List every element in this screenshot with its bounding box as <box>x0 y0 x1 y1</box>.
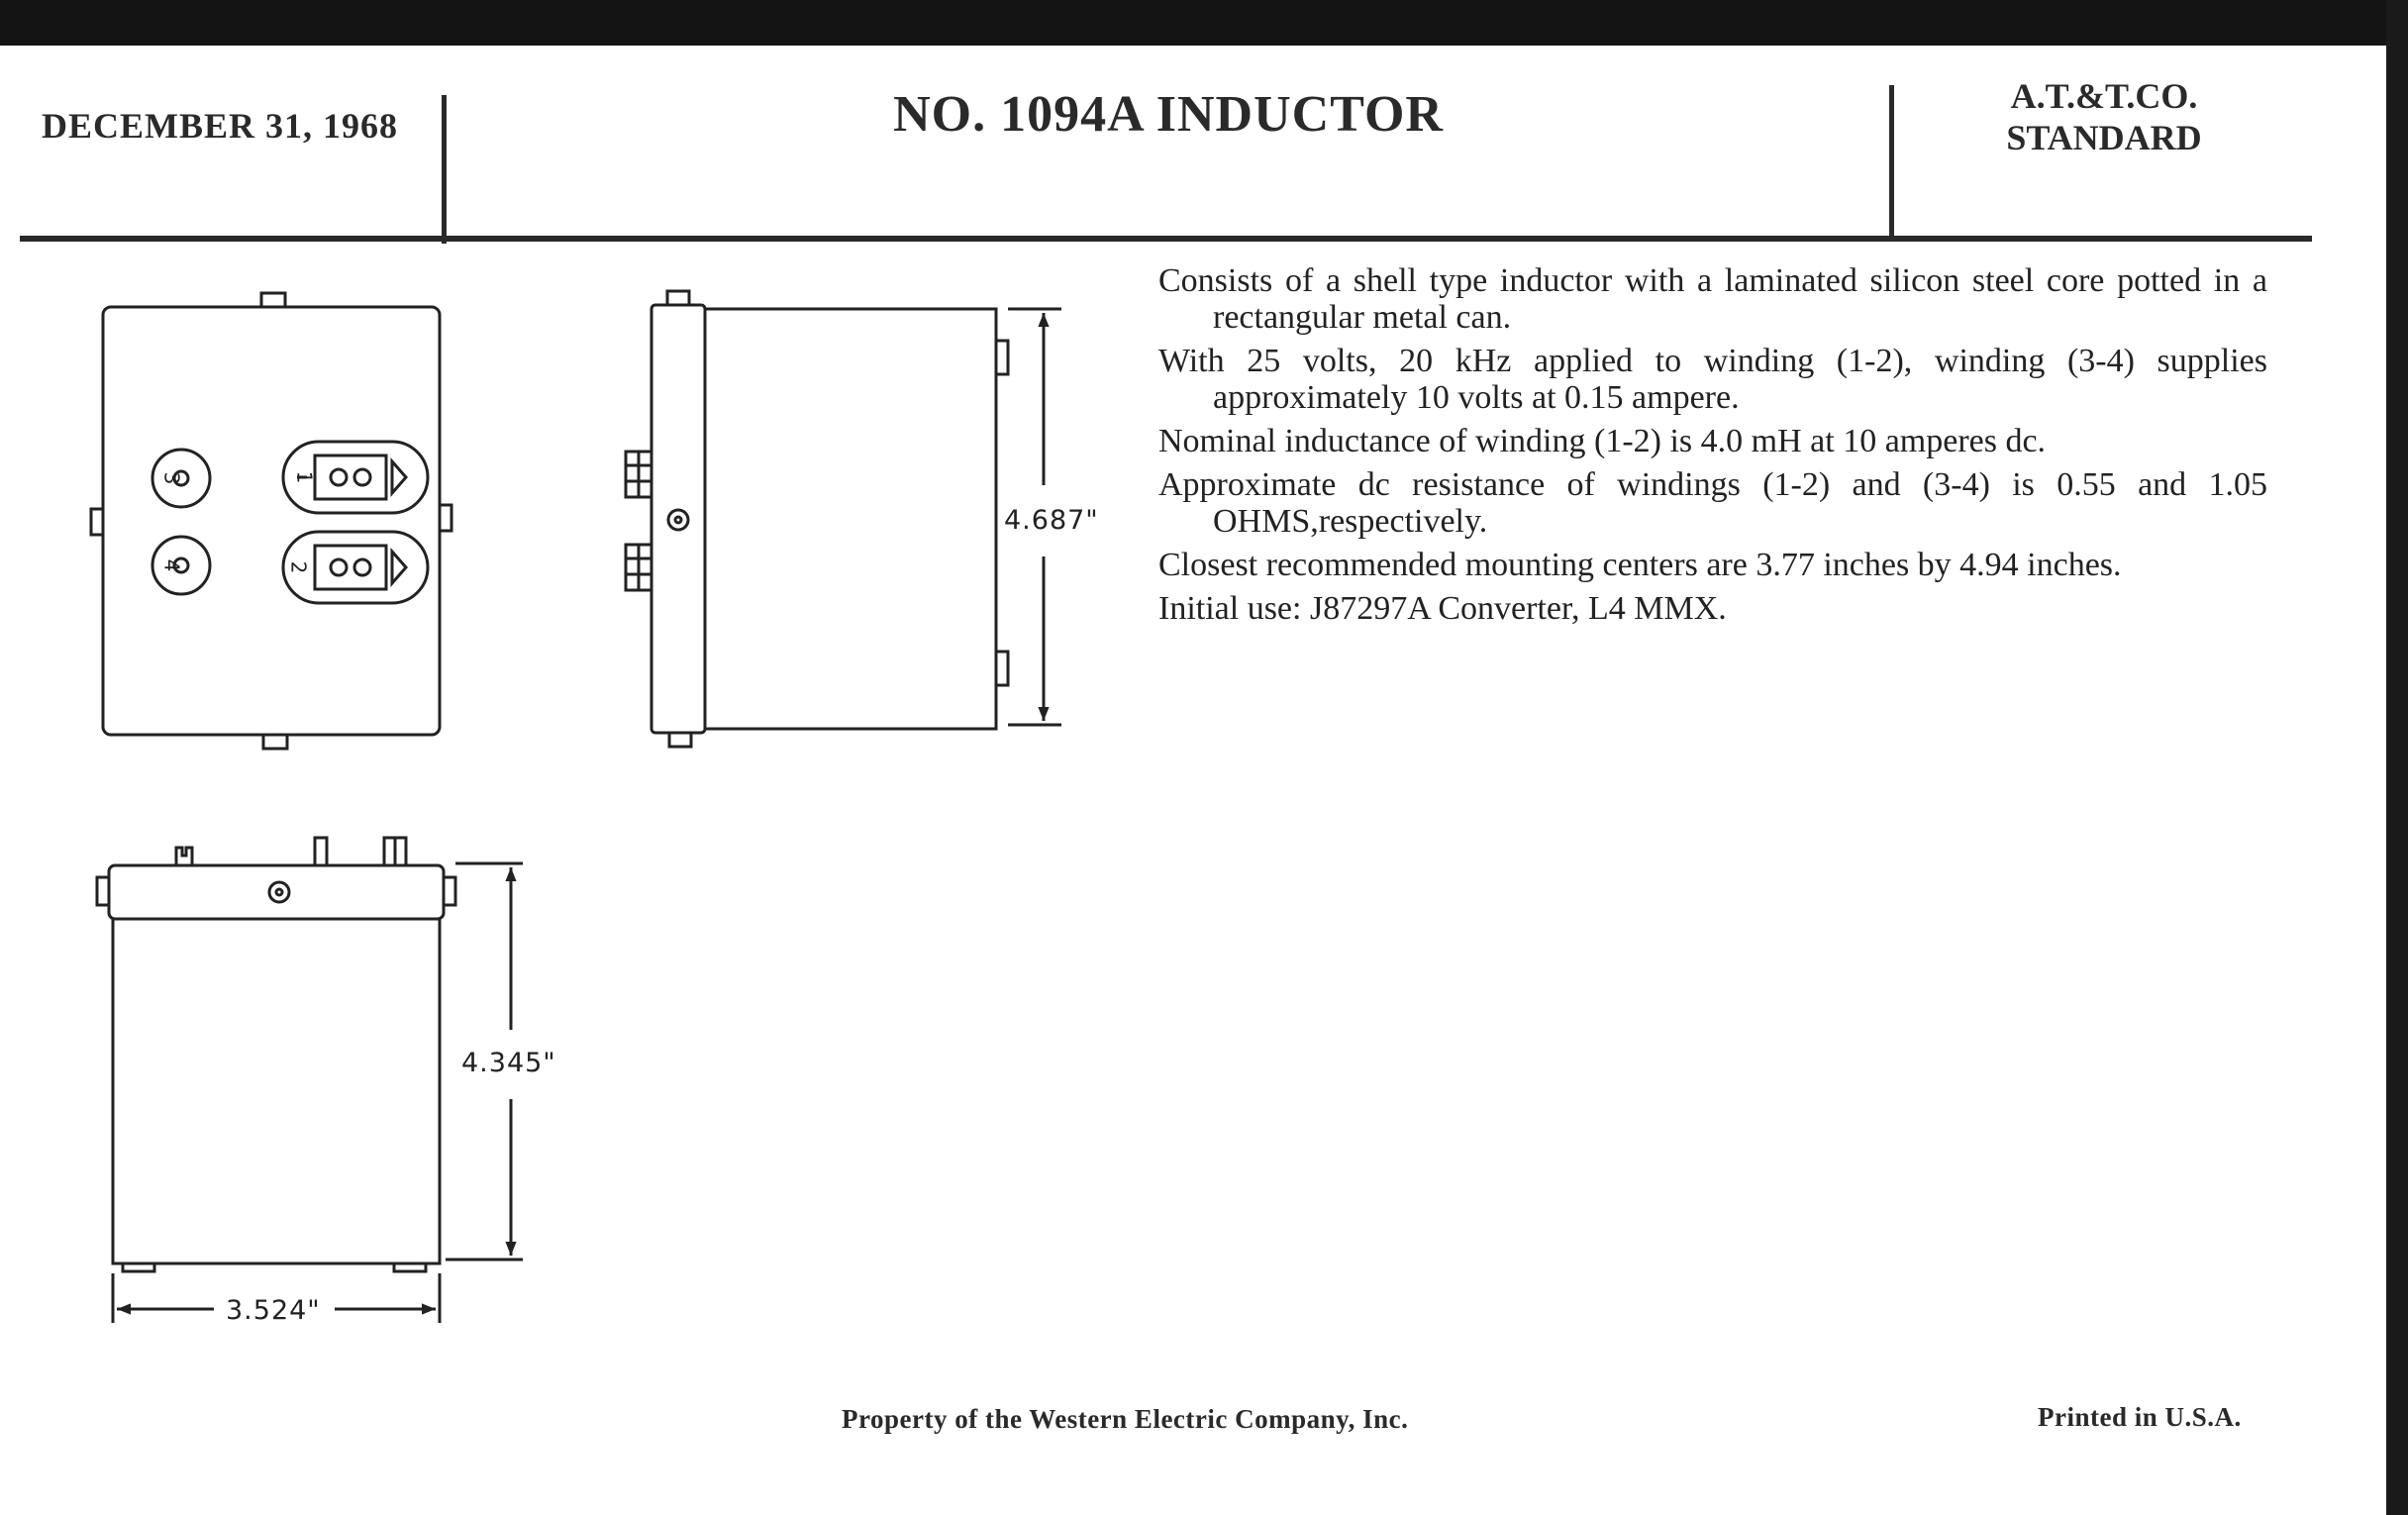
description-paragraph: Closest recommended mounting centers are 3.77 inches by 4.94 inches. <box>1158 547 2122 583</box>
standard-line-2: STANDARD <box>2006 118 2202 157</box>
description-block <box>1158 262 2267 634</box>
description-paragraph: Nominal inductance of winding (1-2) is 4.0 mH at 10 amperes dc. <box>1158 423 2047 459</box>
terminal-label-2: 2 <box>286 560 311 574</box>
header-date: DECEMBER 31, 1968 <box>42 106 399 146</box>
terminal-label-1: 1 <box>292 470 317 484</box>
front-view-drawing <box>97 838 523 1323</box>
page-title: NO. 1094A INDUCTOR <box>893 86 1444 143</box>
side-view-drawing <box>626 291 1061 747</box>
terminal-label-4: 4 <box>159 558 184 572</box>
top-view-drawing <box>91 293 452 749</box>
footer-printed: Printed in U.S.A. <box>2038 1402 2242 1432</box>
footer-property: Property of the Western Electric Company, Inc. <box>842 1404 1409 1434</box>
description-paragraph: Initial use: J87297A Converter, L4 MMX. <box>1158 590 1727 627</box>
description-paragraph: Approximate dc resistance of windings (1-2) and (3-4) is 0.55 and 1.05 OHMS,respectively. <box>1158 466 2267 540</box>
standard-line-1: A.T.&T.CO. <box>2010 76 2198 116</box>
terminal-label-3: 3 <box>159 471 184 485</box>
description-paragraph: With 25 volts, 20 kHz applied to winding (1-2), winding (3-4) supplies approximately 10 volts at 0.15 ampere. <box>1158 343 2267 416</box>
front-width-dimension: 3.524" <box>226 1295 321 1326</box>
side-height-dimension: 4.687" <box>1004 505 1099 536</box>
front-height-dimension: 4.345" <box>461 1048 556 1078</box>
description-paragraph: Consists of a shell type inductor with a laminated silicon steel core potted in a rectangular metal can. <box>1158 262 2267 336</box>
